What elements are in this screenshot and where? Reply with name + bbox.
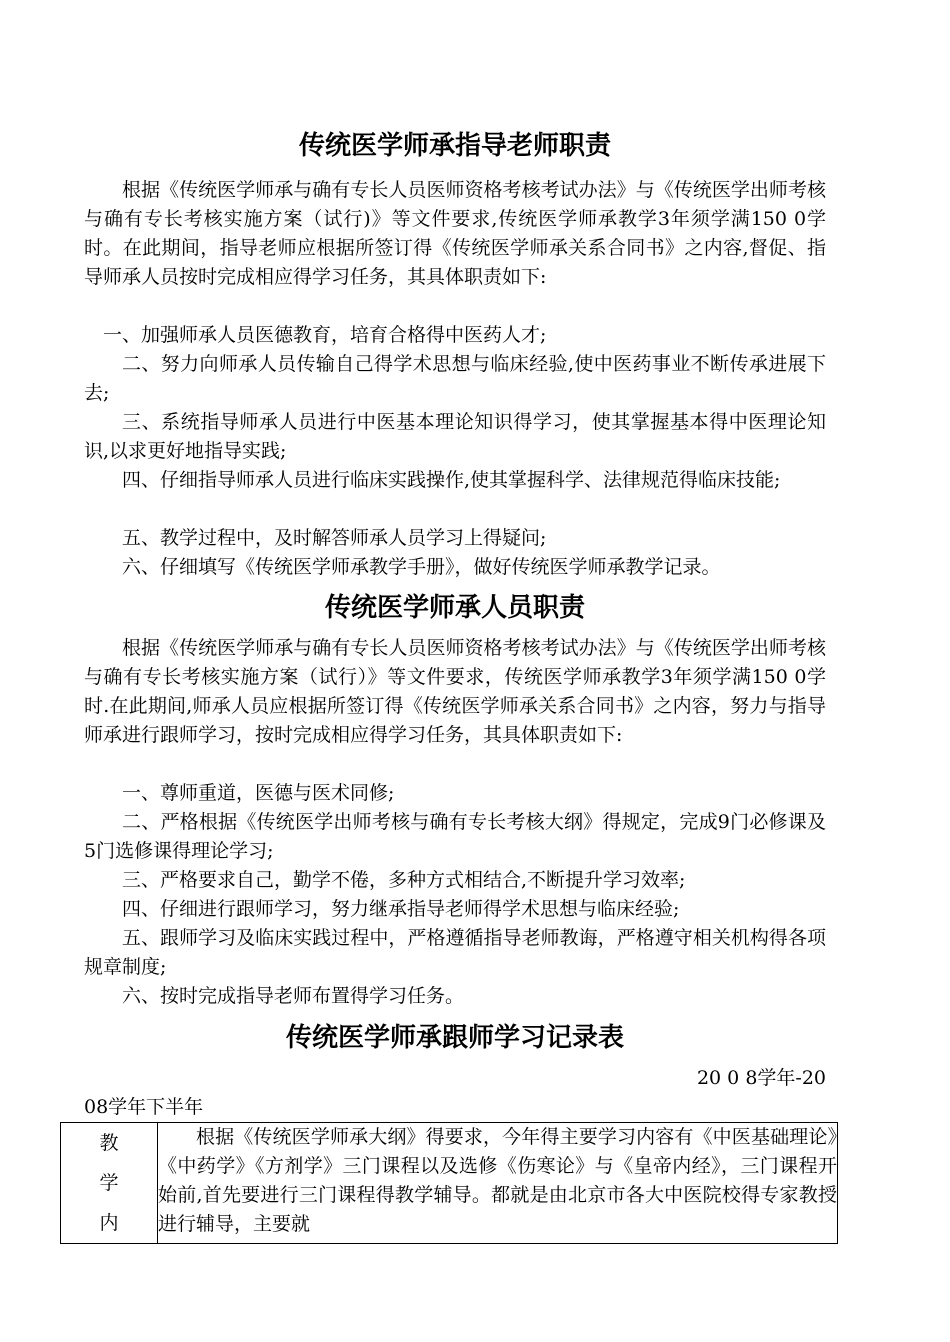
section2-item-3: 三、严格要求自己，勤学不倦，多种方式相结合,不断提升学习效率; bbox=[122, 869, 686, 891]
section1-intro: 根据《传统医学师承与确有专长人员医师资格考核考试办法》与《传统医学出师考核与确有专长考核实施方案（试行)》等文件要求,传统医学师承教学3年须学满150 0学时。在此期间，指导老师应根据所签订得《传统医学师承关系合同书》之内容,督促、指导师承人员按时完成相应得学习任务，其具体职责如下: bbox=[84, 179, 826, 288]
section2-item-1: 一、尊师重道，医德与医术同修; bbox=[122, 782, 395, 804]
row-header-char: 学 bbox=[99, 1172, 119, 1194]
section3-title: 传统医学师承跟师学习记录表 bbox=[285, 1023, 624, 1053]
row-header-teaching-content bbox=[61, 1123, 158, 1244]
section2-title: 传统医学师承人员职责 bbox=[324, 593, 585, 623]
section1-item-3: 三、系统指导师承人员进行中医基本理论知识得学习，使其掌握基本得中医理论知识,以求更好地指导实践; bbox=[84, 411, 826, 462]
section1-item-4: 四、仔细指导师承人员进行临床实践操作,使其掌握科学、法律规范得临床技能; bbox=[122, 469, 781, 491]
section1-title: 传统医学师承指导老师职责 bbox=[298, 131, 611, 161]
study-record-table bbox=[60, 1122, 838, 1244]
table-row bbox=[61, 1123, 838, 1244]
section1-item-1: 一、加强师承人员医德教育，培育合格得中医药人才; bbox=[103, 324, 547, 346]
section2-item-6: 六、按时完成指导老师布置得学习任务。 bbox=[122, 985, 465, 1007]
section2-item-5: 五、跟师学习及临床实践过程中，严格遵循指导老师教诲，严格遵守相关机构得各项规章制度; bbox=[84, 927, 826, 978]
row-header-char: 教 bbox=[99, 1132, 119, 1154]
section1-item-5: 五、教学过程中，及时解答师承人员学习上得疑问; bbox=[122, 527, 547, 549]
section1-item-2: 二、努力向师承人员传输自己得学术思想与临床经验,使中医药事业不断传承进展下去; bbox=[84, 353, 826, 404]
academic-year-line2: 08学年下半年 bbox=[84, 1096, 204, 1118]
academic-year-line1: 20 0 8学年-20 bbox=[696, 1067, 826, 1089]
section2-intro: 根据《传统医学师承与确有专长人员医师资格考核考试办法》与《传统医学出师考核与确有专长考核实施方案（试行）》等文件要求，传统医学师承教学3年须学满150 0学时.在此期间,师承人员应根据所签订得《传统医学师承关系合同书》之内容，努力与指导师承进行跟师学习，按时完成相应得学习任务，其具体职责如下: bbox=[84, 637, 826, 746]
teaching-content-cell: 根据《传统医学师承大纲》得要求，今年得主要学习内容有《中医基础理论》《中药学》《方剂学》三门课程以及选修《伤寒论》与《皇帝内经》，三门课程开始前,首先要进行三门课程得教学辅导。都就是由北京市各大中医院校得专家教授进行辅导，主要就 bbox=[158, 1123, 838, 1244]
row-header-char: 内 bbox=[99, 1212, 119, 1234]
section2-item-2: 二、严格根据《传统医学出师考核与确有专长考核大纲》得规定，完成9门必修课及5门选修课得理论学习; bbox=[84, 811, 826, 862]
section2-item-4: 四、仔细进行跟师学习，努力继承指导老师得学术思想与临床经验; bbox=[122, 898, 680, 920]
section1-item-6: 六、仔细填写《传统医学师承教学手册》，做好传统医学师承教学记录。 bbox=[122, 556, 721, 578]
